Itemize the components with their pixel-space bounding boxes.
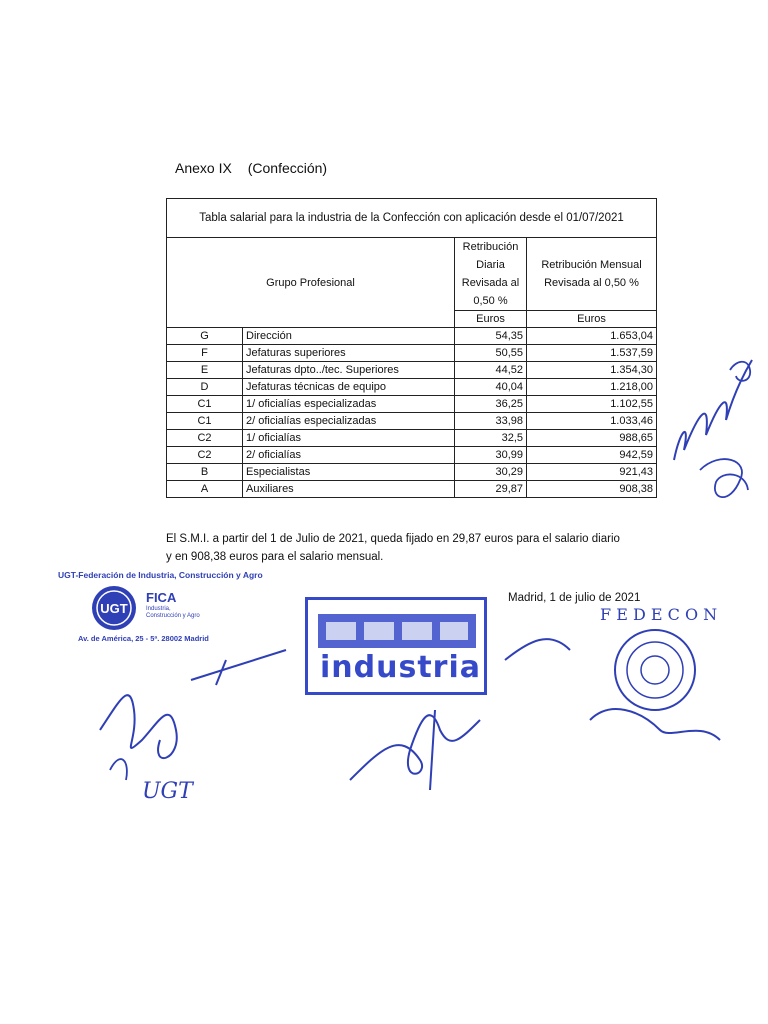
table-row: [167, 447, 657, 464]
union-stamp-address: Av. de América, 25 - 5ª. 28002 Madrid: [78, 634, 209, 643]
daily-header: [455, 238, 527, 311]
smi-note-line: El S.M.I. a partir del 1 de Julio de 2021, queda fijado en 29,87 euros para el salario diario: [166, 533, 620, 545]
signature-left-stroke-icon: [186, 640, 296, 690]
table-row: [167, 413, 657, 430]
signature-ccoo-right-icon: [660, 340, 760, 520]
row-name: 2/ oficialías: [243, 447, 455, 464]
row-daily: 40,04: [455, 379, 527, 396]
row-code: C2: [167, 430, 243, 447]
row-monthly: 1.102,55: [527, 396, 657, 413]
monthly-unit: Euros: [527, 311, 657, 328]
industria-stamp-word: industria: [320, 650, 481, 685]
row-code: F: [167, 345, 243, 362]
row-daily: 30,99: [455, 447, 527, 464]
row-monthly: 1.653,04: [527, 328, 657, 345]
signature-fedecon-icon: [500, 600, 730, 750]
row-code: A: [167, 481, 243, 498]
annex-sector: (Confección): [247, 160, 328, 176]
ugt-logo-text: UGT: [100, 601, 128, 616]
daily-header-line: Retribución: [462, 241, 519, 253]
row-daily: 36,25: [455, 396, 527, 413]
annex-heading: [175, 160, 327, 176]
daily-header-line: Diaria: [476, 259, 505, 271]
signature-ugt-icon: [90, 670, 200, 810]
union-stamp-name: FICA: [146, 590, 177, 605]
table-body: [167, 328, 657, 498]
row-code: B: [167, 464, 243, 481]
row-name: Jefaturas superiores: [243, 345, 455, 362]
table-row: [167, 396, 657, 413]
row-monthly: 988,65: [527, 430, 657, 447]
row-code: C2: [167, 447, 243, 464]
row-daily: 33,98: [455, 413, 527, 430]
table-row: [167, 379, 657, 396]
monthly-header-line: Retribución Mensual: [541, 259, 642, 271]
table-row: [167, 362, 657, 379]
daily-unit: Euros: [455, 311, 527, 328]
row-monthly: 1.033,46: [527, 413, 657, 430]
row-monthly: 1.537,59: [527, 345, 657, 362]
table-title: Tabla salarial para la industria de la Confección con aplicación desde el 01/07/2021: [167, 199, 657, 238]
row-name: Jefaturas técnicas de equipo: [243, 379, 455, 396]
table-row: [167, 481, 657, 498]
row-name: Auxiliares: [243, 481, 455, 498]
row-daily: 30,29: [455, 464, 527, 481]
daily-header-line: Revisada al: [461, 277, 520, 289]
row-name: 2/ oficialías especializadas: [243, 413, 455, 430]
table-row: [167, 430, 657, 447]
row-monthly: 908,38: [527, 481, 657, 498]
table-row: [167, 345, 657, 362]
row-daily: 29,87: [455, 481, 527, 498]
row-monthly: 942,59: [527, 447, 657, 464]
daily-header-line: 0,50 %: [473, 295, 508, 307]
row-code: G: [167, 328, 243, 345]
row-monthly: 921,43: [527, 464, 657, 481]
row-code: C1: [167, 396, 243, 413]
monthly-header-line: Revisada al 0,50 %: [544, 277, 639, 289]
row-daily: 50,55: [455, 345, 527, 362]
annex-number: Anexo IX: [175, 160, 232, 176]
union-stamp: [58, 570, 263, 650]
row-name: Especialistas: [243, 464, 455, 481]
signature-ugt-note: UGT: [142, 779, 193, 804]
smi-note-line: y en 908,38 euros para el salario mensual.: [166, 551, 384, 563]
monthly-header: [527, 238, 657, 311]
signature-center-icon: [340, 690, 490, 800]
row-monthly: 1.354,30: [527, 362, 657, 379]
row-code: D: [167, 379, 243, 396]
table-row: [167, 464, 657, 481]
row-monthly: 1.218,00: [527, 379, 657, 396]
place-date: Madrid, 1 de julio de 2021: [508, 592, 641, 604]
svg-text:F E D E C O N: F E D E C O N: [600, 605, 718, 624]
row-name: Jefaturas dpto../tec. Superiores: [243, 362, 455, 379]
table-row: [167, 328, 657, 345]
row-code: C1: [167, 413, 243, 430]
union-stamp-subtitle: Industria, Construcción y Agro: [146, 606, 200, 619]
row-code: E: [167, 362, 243, 379]
row-daily: 54,35: [455, 328, 527, 345]
row-name: 1/ oficialías: [243, 430, 455, 447]
group-header: Grupo Profesional: [167, 238, 455, 328]
row-daily: 32,5: [455, 430, 527, 447]
row-daily: 44,52: [455, 362, 527, 379]
industria-stamp: [305, 597, 487, 695]
ccoo-logo-icon: [318, 614, 476, 648]
row-name: Dirección: [243, 328, 455, 345]
salary-table: [166, 198, 657, 498]
row-name: 1/ oficialías especializadas: [243, 396, 455, 413]
smi-note: [166, 530, 666, 566]
union-stamp-title: UGT-Federación de Industria, Construcción y Agro: [58, 570, 263, 580]
ugt-logo-icon: [90, 584, 138, 632]
